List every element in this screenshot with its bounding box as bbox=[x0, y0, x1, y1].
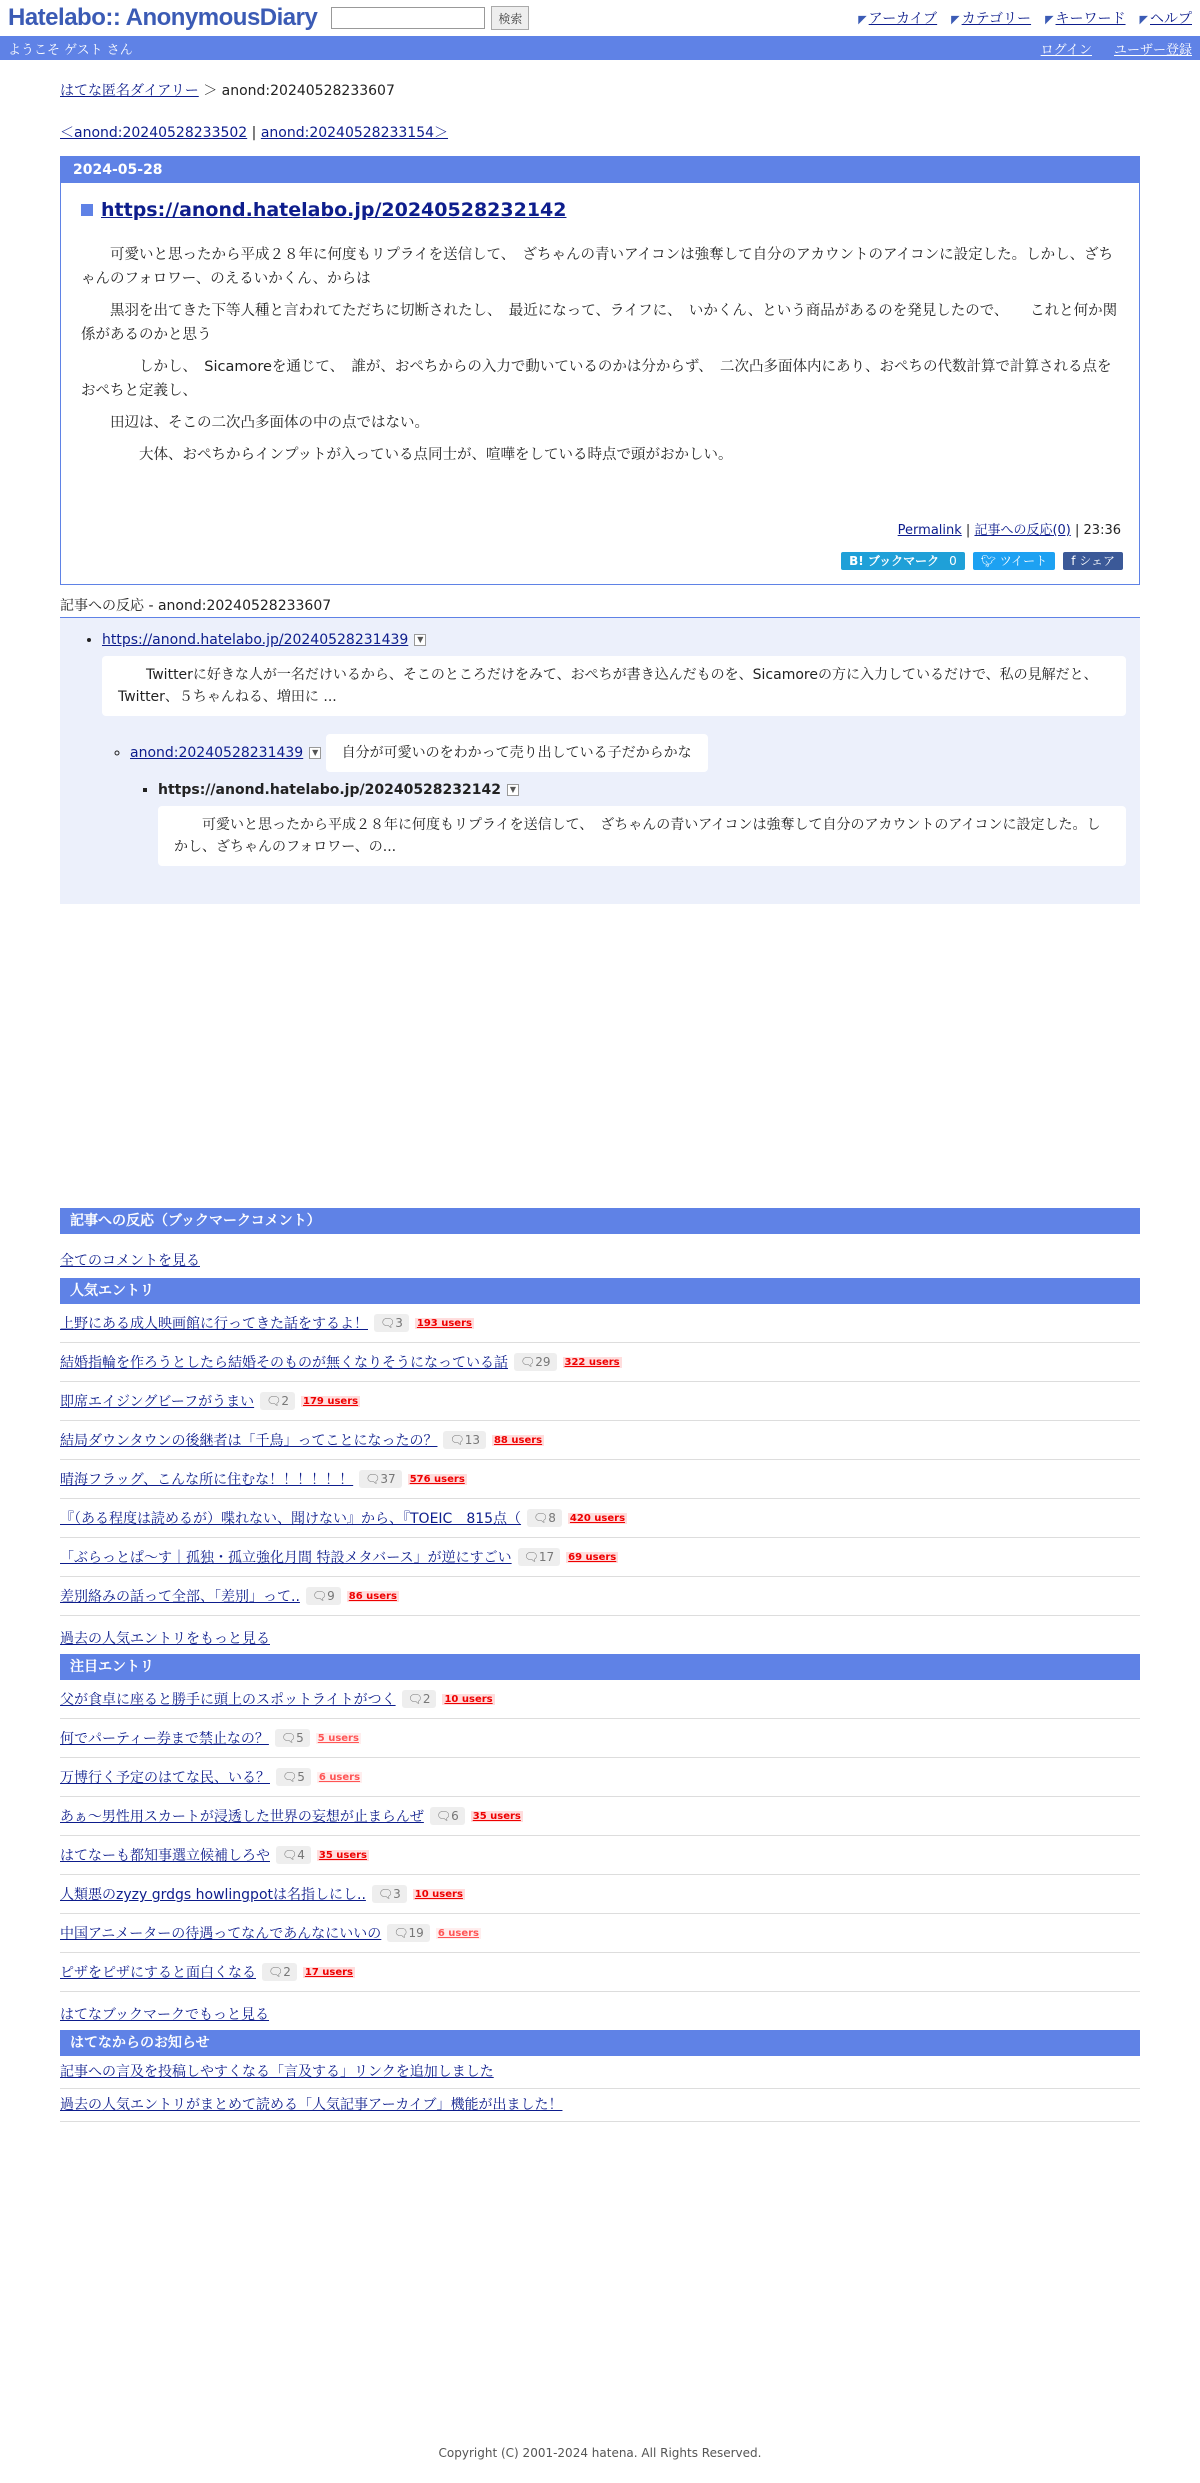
comment-bubble-icon: 🗨︎ bbox=[282, 1770, 298, 1784]
comment-count-value: 13 bbox=[464, 1433, 480, 1447]
search-button[interactable]: 検索 bbox=[491, 6, 529, 30]
more-hot-link[interactable]: 過去の人気エントリをもっと見る bbox=[60, 1631, 270, 1647]
breadcrumb bbox=[60, 80, 1140, 100]
reaction-link[interactable]: https://anond.hatelabo.jp/20240528231439 bbox=[102, 632, 409, 648]
comment-bubble-icon: 🗨︎ bbox=[266, 1394, 282, 1408]
facebook-share-button[interactable] bbox=[1063, 552, 1123, 570]
next-entry-link[interactable]: anond:20240528233154＞ bbox=[260, 125, 449, 141]
comment-count-value: 5 bbox=[297, 1770, 305, 1784]
comment-count-value: 29 bbox=[535, 1355, 551, 1369]
ad-space bbox=[60, 904, 1140, 1208]
comment-bubble-icon: 🗨︎ bbox=[280, 1731, 297, 1745]
news-item bbox=[60, 2056, 1140, 2089]
users-badge[interactable]: 86 users bbox=[348, 1590, 397, 1602]
nav-help-link[interactable]: ヘルプ bbox=[1150, 11, 1192, 27]
comment-count-value: 8 bbox=[548, 1511, 556, 1525]
list-item bbox=[60, 1577, 1140, 1616]
list-item bbox=[60, 1382, 1140, 1421]
list-item bbox=[60, 1836, 1140, 1875]
all-comments bbox=[60, 1234, 1140, 1278]
notable-entries-list bbox=[60, 1680, 1140, 1992]
nav-category-link[interactable]: カテゴリー bbox=[961, 11, 1032, 27]
entry-link[interactable]: 結婚指輪を作ろうとしたら結婚そのものが無くなりそうになっている話 bbox=[60, 1355, 508, 1371]
entry-link[interactable]: 中国アニメーターの待遇ってなんであんなにいいの bbox=[60, 1926, 382, 1942]
entry-link[interactable]: 即席エイジングビーフがうまい bbox=[60, 1394, 255, 1410]
welcome-text: ようこそ ゲスト さん bbox=[8, 42, 133, 58]
more-notable-link[interactable]: はてなブックマークでもっと見る bbox=[60, 2007, 270, 2023]
reactions-link[interactable]: 記事への反応(0) bbox=[974, 523, 1071, 538]
top-nav bbox=[858, 8, 1192, 28]
dropdown-icon[interactable]: ▼ bbox=[507, 784, 519, 796]
reaction-current: https://anond.hatelabo.jp/20240528232142 bbox=[158, 782, 501, 798]
entry-link[interactable]: ピザをピザにすると面白くなる bbox=[60, 1965, 256, 1981]
users-badge[interactable]: 35 users bbox=[472, 1810, 521, 1822]
breadcrumb-sep: ＞ bbox=[203, 83, 218, 99]
users-badge[interactable]: 10 users bbox=[414, 1888, 463, 1900]
entry-link[interactable]: 「ぶらっとぱ～す｜孤独・孤立強化月間 特設メタバース」が逆にすごい bbox=[60, 1550, 512, 1566]
list-item bbox=[60, 1343, 1140, 1382]
comment-bubble-icon: 🗨︎ bbox=[282, 1848, 298, 1862]
register-link[interactable]: ユーザー登録 bbox=[1113, 42, 1192, 58]
nav-keyword-link[interactable]: キーワード bbox=[1055, 11, 1126, 27]
news-heading: はてなからのお知らせ bbox=[60, 2030, 1140, 2056]
comment-count bbox=[260, 1392, 295, 1410]
diary-entry bbox=[60, 156, 1140, 585]
entry-link[interactable]: 結局ダウンタウンの後継者は「千鳥」ってことになったの？ bbox=[60, 1433, 438, 1449]
comment-count-value: 2 bbox=[281, 1394, 289, 1408]
comment-bubble-icon: 🗨︎ bbox=[377, 1887, 394, 1901]
users-badge[interactable]: 322 users bbox=[564, 1356, 620, 1368]
comment-bubble-icon: 🗨︎ bbox=[435, 1809, 452, 1823]
entry-paragraph: 大体、おぺちからインプットが入っている点同士が、喧嘩をしている時点で頭がおかしい。 bbox=[81, 447, 733, 463]
hatena-bookmark-button[interactable] bbox=[841, 552, 965, 570]
list-item bbox=[60, 1953, 1140, 1992]
notable-entries-heading: 注目エントリ bbox=[60, 1654, 1140, 1680]
reaction-quote: Twitterに好きな人が一名だけいるから、そこのところだけをみて、おぺちが書き込んだものを、Sicamoreの方に入力しているだけで、私の見解だと、 Twitter、５ちゃんねる、増田に ... bbox=[102, 656, 1126, 716]
reactions-heading: 記事への反応 - anond:20240528233607 bbox=[60, 595, 1140, 618]
comment-bubble-icon: 🗨︎ bbox=[365, 1472, 381, 1486]
reaction-quote: 可愛いと思ったから平成２８年に何度もリプライを送信して、 ざちゃんの青いアイコンは強奪して自分のアカウントのアイコンに設定した。しかし、ざちゃんのフォロワー、の... bbox=[158, 806, 1126, 866]
tweet-button[interactable] bbox=[973, 552, 1055, 570]
entry-link[interactable]: 差別絡みの話って全部、「差別」って.. bbox=[60, 1589, 300, 1605]
news-item bbox=[60, 2089, 1140, 2122]
comment-count bbox=[276, 1846, 311, 1864]
comment-bubble-icon: 🗨︎ bbox=[533, 1511, 549, 1525]
comment-count bbox=[387, 1924, 430, 1942]
users-badge[interactable]: 6 users bbox=[318, 1771, 361, 1783]
entry-date: 2024-05-28 bbox=[61, 157, 1139, 183]
comment-count-value: 4 bbox=[297, 1848, 305, 1862]
comment-count bbox=[276, 1768, 311, 1786]
comment-count-value: 37 bbox=[380, 1472, 396, 1486]
comment-count-value: 19 bbox=[408, 1926, 424, 1940]
comment-bubble-icon: 🗨︎ bbox=[311, 1589, 328, 1603]
entry-time: 23:36 bbox=[1083, 523, 1121, 538]
comment-count bbox=[527, 1509, 562, 1527]
users-badge[interactable]: 88 users bbox=[493, 1434, 543, 1446]
users-badge[interactable]: 420 users bbox=[569, 1512, 626, 1524]
comment-count-value: 3 bbox=[395, 1316, 403, 1330]
login-link[interactable]: ログイン bbox=[1040, 42, 1092, 58]
reaction-item bbox=[158, 782, 1126, 866]
users-badge[interactable]: 6 users bbox=[437, 1927, 480, 1939]
nav-category[interactable] bbox=[951, 8, 1031, 28]
hot-entries-list bbox=[60, 1304, 1140, 1616]
copyright: Copyright (C) 2001-2024 hatena. All Rights Reserved. bbox=[438, 2446, 762, 2460]
permalink[interactable]: Permalink bbox=[897, 523, 962, 538]
nav-arrow-icon: ◤ bbox=[1045, 13, 1054, 26]
list-item bbox=[60, 1680, 1140, 1719]
hatena-bookmark-label: B! ブックマーク bbox=[849, 554, 940, 568]
comment-count-value: 2 bbox=[422, 1692, 431, 1706]
entry-link[interactable]: あぁ〜男性用スカートが浸透した世界の妄想が止まらんぜ bbox=[60, 1809, 424, 1825]
entry-link[interactable]: 『（ある程度は読めるが）喋れない、聞けない』から、『TOEIC 815点（ bbox=[60, 1511, 522, 1527]
comment-count bbox=[306, 1587, 341, 1605]
comment-bubble-icon: 🗨︎ bbox=[523, 1550, 539, 1564]
list-item bbox=[60, 1499, 1140, 1538]
prev-next-sep: | bbox=[247, 125, 261, 141]
dropdown-icon[interactable]: ▼ bbox=[309, 747, 321, 759]
list-item bbox=[60, 1914, 1140, 1953]
entry-footer: Permalink | 記事への反応(0) | 23:36 bbox=[897, 523, 1121, 538]
entry-paragraph: 黒羽を出てきた下等人種と言われてただちに切断されたし、 最近になって、ライフに、 いかくん、という商品があるのを発見したので、 これと何か関係があるのかと思う bbox=[81, 303, 1118, 343]
news-link[interactable]: 記事への言及を投稿しやすくなる「言及する」リンクを追加しました bbox=[60, 2064, 494, 2080]
entry-link[interactable]: 人類悪のzyzy grdgs howlingpotは名指しにし.. bbox=[60, 1887, 366, 1903]
comment-bubble-icon: 🗨︎ bbox=[380, 1316, 396, 1330]
dropdown-icon[interactable]: ▼ bbox=[414, 634, 426, 646]
comment-count bbox=[430, 1807, 465, 1825]
users-badge[interactable]: 193 users bbox=[416, 1317, 472, 1329]
list-item bbox=[60, 1460, 1140, 1499]
comment-count bbox=[443, 1431, 486, 1449]
comment-bubble-icon: 🗨︎ bbox=[393, 1926, 409, 1940]
tweet-label: ツイート bbox=[999, 554, 1048, 568]
site-logo[interactable]: Hatelabo:: AnonymousDiary bbox=[8, 4, 318, 31]
entry-link[interactable]: はてなーも都知事選立候補しろや bbox=[60, 1848, 270, 1864]
list-item bbox=[60, 1875, 1140, 1914]
list-item bbox=[60, 1758, 1140, 1797]
comment-count-value: 17 bbox=[538, 1550, 555, 1564]
share-buttons bbox=[61, 538, 1139, 584]
facebook-label: シェア bbox=[1079, 554, 1115, 568]
entry-link[interactable]: 万博行く予定のはてな民、いる？ bbox=[60, 1770, 270, 1786]
users-badge[interactable]: 179 users bbox=[302, 1395, 359, 1407]
entry-link[interactable]: 晴海フラッグ、こんな所に住むな！！！！！！ bbox=[60, 1472, 354, 1488]
prev-next-nav bbox=[60, 122, 1140, 142]
comment-count-value: 6 bbox=[451, 1809, 459, 1823]
comment-bubble-icon: 🗨︎ bbox=[268, 1965, 284, 1979]
all-comments-link[interactable]: 全てのコメントを見る bbox=[60, 1253, 200, 1269]
users-badge[interactable]: 10 users bbox=[444, 1693, 493, 1705]
more-hot bbox=[60, 1616, 1140, 1654]
nav-help[interactable] bbox=[1140, 8, 1192, 28]
facebook-icon: f bbox=[1071, 554, 1080, 568]
entry-paragraph: 可愛いと思ったから平成２８年に何度もリプライを送信して、 ざちゃんの青いアイコンは強奪して自分のアカウントのアイコンに設定した。しかし、ざちゃんのフォロワー、のえるいかくん、からは bbox=[81, 247, 1114, 287]
bookmark-count: 0 bbox=[949, 554, 957, 568]
users-badge[interactable]: 17 users bbox=[304, 1966, 354, 1978]
comment-count bbox=[359, 1470, 402, 1488]
list-item bbox=[60, 1797, 1140, 1836]
reaction-link[interactable]: anond:20240528231439 bbox=[130, 745, 304, 761]
entry-paragraph: 田辺は、そこの二次凸多面体の中の点ではない。 bbox=[81, 415, 429, 431]
nav-arrow-icon: ◤ bbox=[951, 13, 960, 26]
comment-count bbox=[372, 1885, 407, 1903]
reaction-item bbox=[130, 726, 1126, 866]
nav-arrow-icon: ◤ bbox=[1139, 13, 1148, 26]
comment-count bbox=[402, 1690, 437, 1708]
breadcrumb-home[interactable]: はてな匿名ダイアリー bbox=[60, 83, 199, 99]
entry-paragraph: しかし、 Sicamoreを通じて、 誰が、おぺちからの入力で動いているのかは分からず、 二次凸多面体内にあり、おぺちの代数計算で計算される点をおぺちと定義し、 bbox=[81, 359, 1112, 399]
entry-link[interactable]: 何でパーティー券まで禁止なの？ bbox=[60, 1731, 269, 1747]
list-item bbox=[60, 1719, 1140, 1758]
twitter-bird-icon: 🐦︎ bbox=[980, 554, 1000, 568]
entry-body bbox=[61, 221, 1139, 467]
comment-count bbox=[275, 1729, 310, 1747]
list-item bbox=[60, 1421, 1140, 1460]
search-input[interactable] bbox=[331, 7, 485, 29]
bookmark-comments-heading: 記事への反応（ブックマークコメント） bbox=[60, 1208, 1140, 1234]
reaction-tree bbox=[60, 618, 1140, 904]
breadcrumb-current: anond:20240528233607 bbox=[221, 83, 395, 99]
list-item bbox=[60, 1304, 1140, 1343]
comment-count bbox=[374, 1314, 409, 1332]
square-icon bbox=[81, 204, 93, 216]
nav-archive[interactable] bbox=[858, 8, 937, 28]
users-badge[interactable]: 35 users bbox=[318, 1849, 368, 1861]
comment-count-value: 5 bbox=[296, 1731, 304, 1745]
prev-entry-link[interactable]: ＜anond:20240528233502 bbox=[60, 125, 248, 141]
entry-link[interactable]: 父が食卓に座ると勝手に頭上のスポットライトがつく bbox=[60, 1692, 396, 1708]
users-badge[interactable]: 69 users bbox=[568, 1551, 617, 1563]
entry-title-link[interactable]: https://anond.hatelabo.jp/20240528232142 bbox=[101, 199, 567, 221]
entry-title bbox=[81, 199, 1139, 221]
more-notable bbox=[60, 1992, 1140, 2030]
nav-archive-link[interactable]: アーカイブ bbox=[868, 11, 938, 27]
nav-arrow-icon: ◤ bbox=[858, 13, 867, 26]
list-item bbox=[60, 1538, 1140, 1577]
comment-count bbox=[262, 1963, 297, 1981]
users-badge[interactable]: 576 users bbox=[409, 1473, 465, 1485]
comment-count bbox=[514, 1353, 557, 1371]
comment-count bbox=[518, 1548, 561, 1566]
main-content bbox=[60, 80, 1140, 2122]
entry-link[interactable]: 上野にある成人映画館に行ってきた話をするよ！ bbox=[60, 1316, 368, 1332]
reaction-quote: 自分が可愛いのをわかって売り出している子だからかな bbox=[326, 734, 708, 772]
reaction-item bbox=[102, 632, 1126, 866]
comment-bubble-icon: 🗨︎ bbox=[520, 1355, 536, 1369]
nav-keyword[interactable] bbox=[1045, 8, 1125, 28]
comment-count-value: 2 bbox=[283, 1965, 291, 1979]
comment-count-value: 9 bbox=[327, 1589, 335, 1603]
comment-count-value: 3 bbox=[393, 1887, 401, 1901]
news-link[interactable]: 過去の人気エントリがまとめて読める「人気記事アーカイブ」機能が出ました！ bbox=[60, 2097, 563, 2113]
comment-bubble-icon: 🗨︎ bbox=[449, 1433, 465, 1447]
top-bar bbox=[0, 0, 1200, 36]
comment-bubble-icon: 🗨︎ bbox=[407, 1692, 423, 1706]
welcome-bar bbox=[0, 36, 1200, 60]
hot-entries-heading: 人気エントリ bbox=[60, 1278, 1140, 1304]
users-badge[interactable]: 5 users bbox=[317, 1732, 359, 1744]
